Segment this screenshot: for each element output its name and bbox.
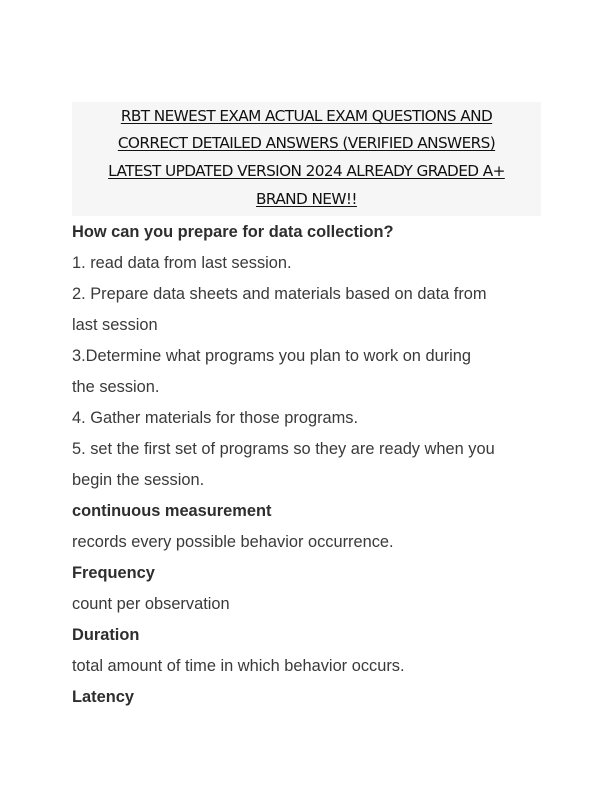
text-line: 5. set the first set of programs so they are ready when you	[72, 440, 495, 458]
text-line: count per observation	[72, 595, 230, 613]
text-line: continuous measurement	[72, 502, 272, 520]
title-line: BRAND NEW!!	[256, 190, 357, 208]
document-body	[72, 217, 552, 713]
text-line: begin the session.	[72, 471, 205, 489]
text-line: 4. Gather materials for those programs.	[72, 409, 359, 427]
text-line: records every possible behavior occurrence.	[72, 533, 394, 551]
text-line: Duration	[72, 626, 140, 644]
title-line: RBT NEWEST EXAM ACTUAL EXAM QUESTIONS AND	[120, 107, 493, 125]
text-line: total amount of time in which behavior occurs.	[72, 657, 405, 675]
title-box	[72, 102, 541, 216]
text-line: Frequency	[72, 564, 155, 582]
title-line: CORRECT DETAILED ANSWERS (VERIFIED ANSWERS)	[117, 134, 496, 152]
text-line: How can you prepare for data collection?	[72, 223, 394, 241]
text-line: the session.	[72, 378, 160, 396]
title-line: LATEST UPDATED VERSION 2024 ALREADY GRADED A+	[108, 162, 505, 180]
text-line: 2. Prepare data sheets and materials based on data from	[72, 285, 487, 303]
text-line: last session	[72, 316, 158, 334]
text-line: 3.Determine what programs you plan to work on during	[72, 347, 472, 365]
text-line: Latency	[72, 688, 134, 706]
text-line: 1. read data from last session.	[72, 254, 292, 272]
